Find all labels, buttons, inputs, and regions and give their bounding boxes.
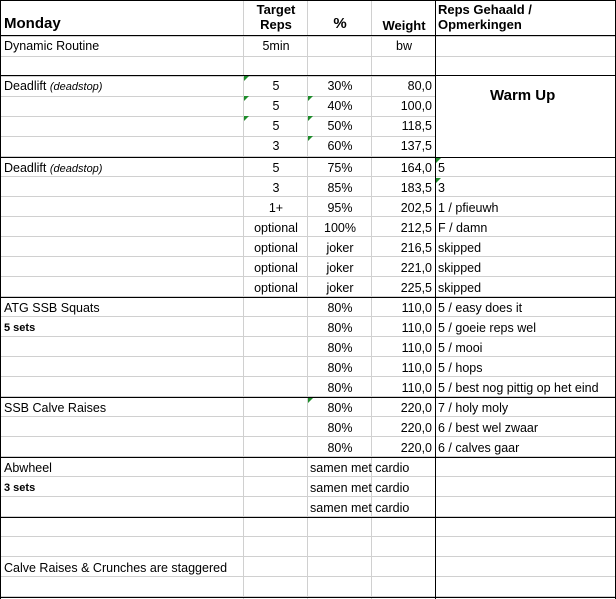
gridline-h [0, 56, 616, 57]
notes-cell[interactable]: 1 / pfieuwh [438, 201, 499, 215]
percent-cell[interactable]: 40% [327, 99, 353, 113]
col-header-weight[interactable]: Weight [382, 18, 426, 33]
target-reps-cell[interactable]: optional [254, 281, 298, 295]
notes-cell[interactable]: 6 / best wel zwaar [438, 421, 539, 435]
target-reps-cell[interactable]: 5 [272, 161, 280, 175]
weight-cell[interactable]: 220,0 [400, 421, 432, 435]
notes-cell[interactable]: samen met cardio [310, 481, 410, 495]
weight-cell[interactable]: 80,0 [407, 79, 432, 93]
weight-cell[interactable]: 110,0 [401, 321, 432, 335]
border-h [0, 597, 616, 598]
border-v [0, 0, 1, 599]
exercise-name[interactable] [4, 76, 102, 96]
gridline-h [0, 496, 616, 497]
exercise-label: Deadlift [4, 161, 47, 175]
exercise-name[interactable]: Abwheel [4, 461, 52, 475]
target-reps-cell[interactable]: 3 [272, 181, 280, 195]
percent-cell[interactable]: 75% [327, 161, 353, 175]
target-reps-cell[interactable]: 5 [272, 79, 280, 93]
notes-cell[interactable]: 5 [438, 161, 445, 175]
notes-cell[interactable]: F / damn [438, 221, 488, 235]
weight-cell[interactable]: 164,0 [400, 161, 432, 175]
weight-cell[interactable]: 183,5 [400, 181, 432, 195]
weight-cell[interactable]: 110,0 [401, 381, 432, 395]
exercise-label: Deadlift [4, 79, 47, 93]
exercise-name[interactable]: Dynamic Routine [4, 39, 100, 53]
notes-cell[interactable]: skipped [438, 261, 482, 275]
notes-cell[interactable]: 5 / easy does it [438, 301, 523, 315]
percent-cell[interactable]: 100% [324, 221, 356, 235]
weight-cell[interactable]: 212,5 [400, 221, 432, 235]
percent-cell[interactable]: joker [326, 241, 354, 255]
weight-cell[interactable]: 225,5 [400, 281, 432, 295]
weight-cell[interactable]: 100,0 [400, 99, 432, 113]
percent-cell[interactable]: 60% [327, 139, 353, 153]
weight-cell[interactable]: 110,0 [401, 301, 432, 315]
warm-up-label: Warm Up [490, 87, 556, 104]
notes-cell[interactable]: 5 / mooi [438, 341, 483, 355]
notes-cell[interactable]: samen met cardio [310, 501, 410, 515]
percent-cell[interactable]: 80% [327, 441, 353, 455]
notes-cell[interactable]: 5 / best nog pittig op het eind [438, 381, 599, 395]
percent-cell[interactable]: 80% [327, 381, 353, 395]
percent-cell[interactable]: 80% [327, 321, 353, 335]
target-reps-cell[interactable]: optional [254, 261, 298, 275]
sets-label[interactable]: 3 sets [4, 482, 36, 494]
weight-cell[interactable]: 220,0 [400, 441, 432, 455]
col-header-notes[interactable]: Reps Gehaald / Opmerkingen [438, 2, 532, 32]
border-h [0, 517, 616, 518]
weight-cell[interactable]: 137,5 [400, 139, 432, 153]
target-reps-cell[interactable]: optional [254, 221, 298, 235]
percent-cell[interactable]: 95% [327, 201, 353, 215]
border-h [0, 0, 616, 1]
notes-cell[interactable]: samen met cardio [310, 461, 410, 475]
notes-cell[interactable]: 6 / calves gaar [438, 441, 520, 455]
gridline-h [0, 536, 616, 537]
notes-cell[interactable]: 5 / hops [438, 361, 483, 375]
weight-cell[interactable]: 216,5 [400, 241, 432, 255]
exercise-subtitle: (deadstop) [49, 163, 103, 175]
gridline-h [0, 556, 616, 557]
percent-cell[interactable]: 30% [327, 79, 353, 93]
footer-note[interactable]: Calve Raises & Crunches are staggered [4, 561, 228, 575]
weight-cell[interactable]: 221,0 [400, 261, 432, 275]
percent-cell[interactable]: 80% [327, 421, 353, 435]
target-reps-cell[interactable]: 1+ [268, 201, 284, 215]
exercise-name[interactable]: SSB Calve Raises [4, 401, 107, 415]
target-reps-cell[interactable]: optional [254, 241, 298, 255]
col-header-target-reps[interactable]: Target Reps [256, 2, 296, 32]
weight-cell[interactable]: 202,5 [400, 201, 432, 215]
notes-cell[interactable]: 3 [438, 181, 445, 195]
percent-cell[interactable]: 80% [327, 361, 353, 375]
target-reps-cell[interactable]: 5min [262, 39, 290, 53]
gridline-h [0, 476, 616, 477]
col-header-percent[interactable]: % [333, 15, 347, 32]
percent-cell[interactable]: joker [326, 281, 354, 295]
notes-cell[interactable]: 5 / goeie reps wel [438, 321, 536, 335]
weight-cell[interactable]: 220,0 [400, 401, 432, 415]
notes-cell[interactable]: skipped [438, 241, 482, 255]
notes-cell[interactable]: skipped [438, 281, 482, 295]
exercise-subtitle: (deadstop) [49, 81, 103, 93]
weight-cell[interactable]: 110,0 [401, 341, 432, 355]
sets-label[interactable]: 5 sets [4, 322, 36, 334]
target-reps-cell[interactable]: 5 [272, 119, 280, 133]
percent-cell[interactable]: 85% [327, 181, 353, 195]
percent-cell[interactable]: 80% [327, 301, 353, 315]
percent-cell[interactable]: 80% [327, 341, 353, 355]
percent-cell[interactable]: 50% [327, 119, 353, 133]
target-reps-cell[interactable]: 3 [272, 139, 280, 153]
weight-cell[interactable]: 110,0 [401, 361, 432, 375]
percent-cell[interactable]: joker [326, 261, 354, 275]
target-reps-cell[interactable]: 5 [272, 99, 280, 113]
exercise-name[interactable]: ATG SSB Squats [4, 301, 100, 315]
weight-cell[interactable]: 118,5 [401, 119, 432, 133]
notes-cell[interactable]: 7 / holy moly [438, 401, 509, 415]
exercise-name[interactable] [4, 158, 102, 178]
weight-cell[interactable]: bw [396, 39, 412, 53]
percent-cell[interactable]: 80% [327, 401, 353, 415]
day-title: Monday [4, 15, 61, 32]
